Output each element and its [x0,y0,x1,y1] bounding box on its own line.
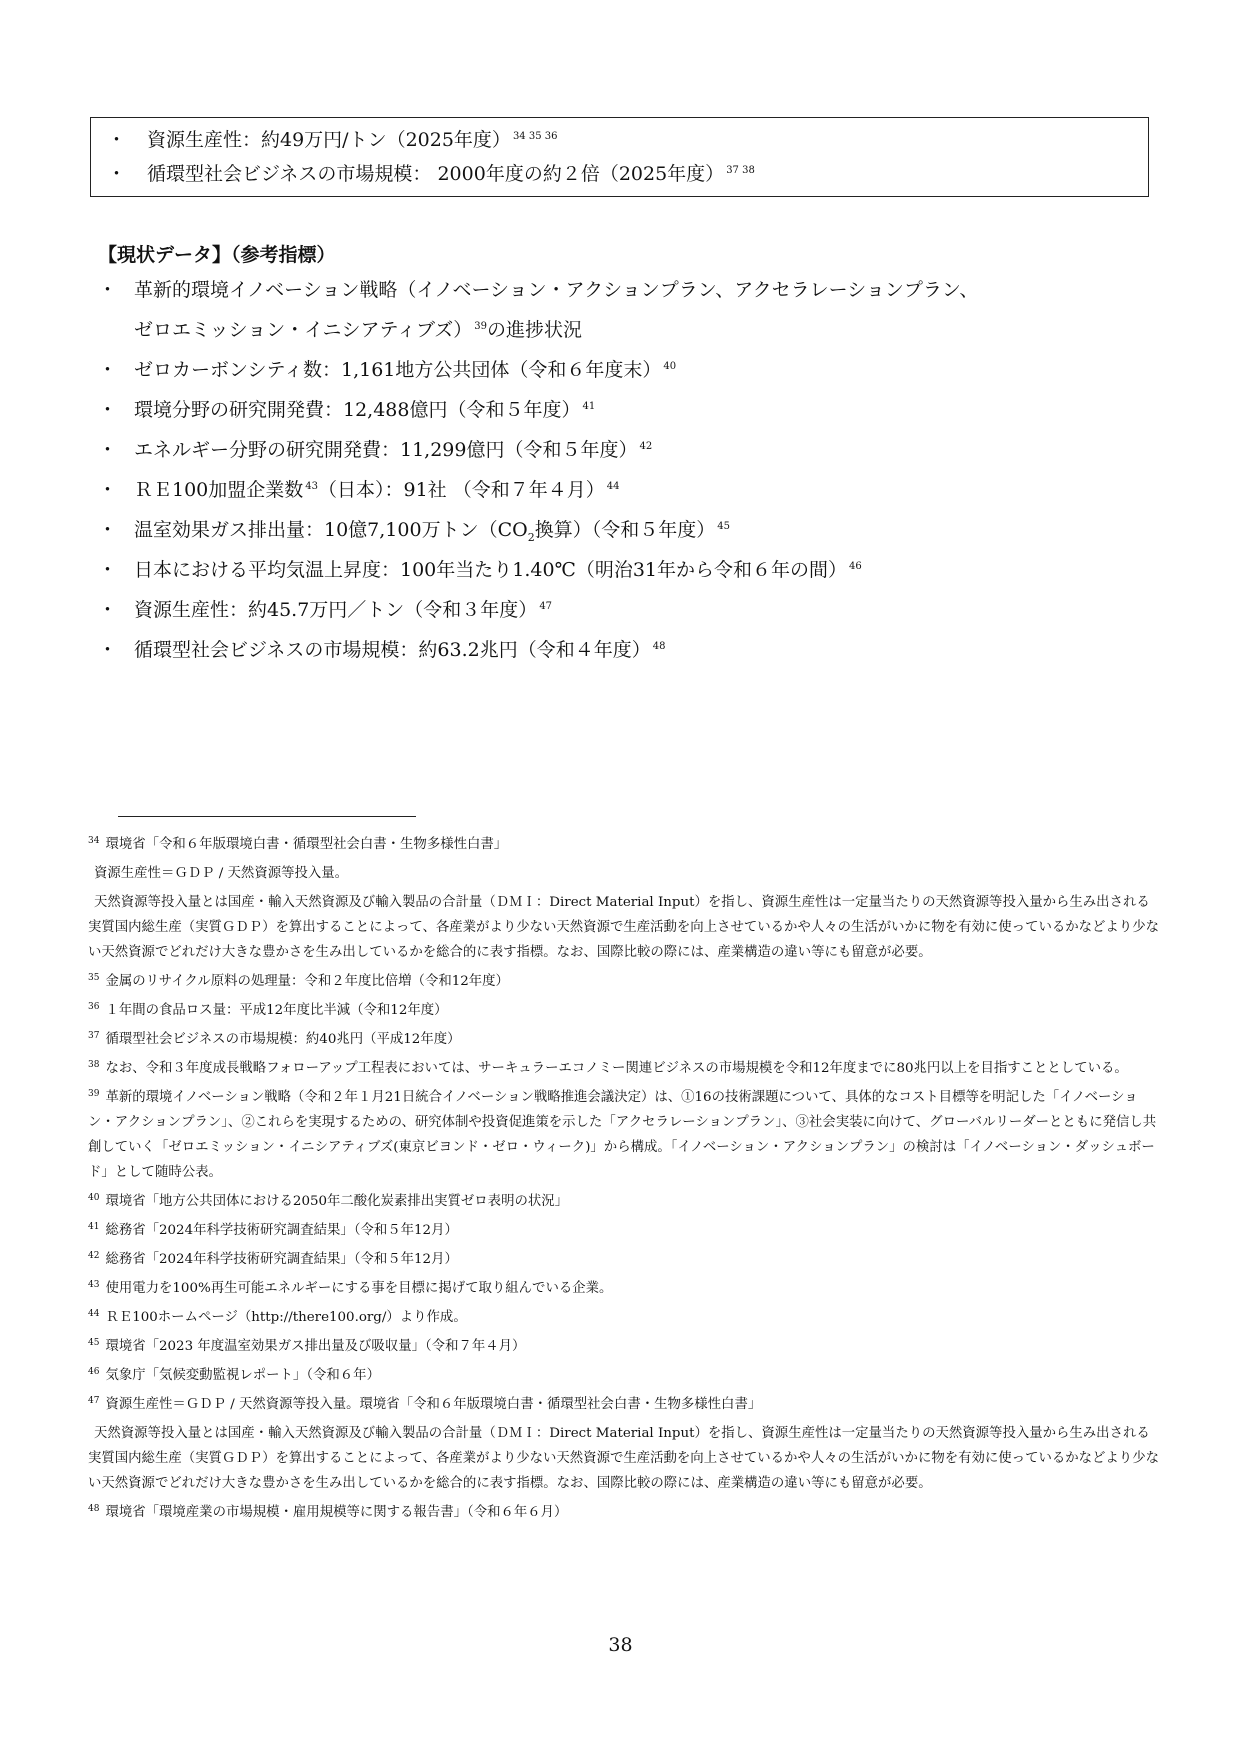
footnote-text: 天然資源等投入量とは国産・輸入天然資源及び輸入製品の合計量（ＤＭＩ：Direct Material Input）を指し、資源生産性は一定量当たりの天然資源等投入量から生み出される実質国内総生産（実質ＧＤＰ）を算出することによって、各産業がより少ない天然資源で生産活動を向上させているかや人々の生活がいかに物を有効に使っているかなどより少ない天然資源でどれだけ大きな豊かさを生み出しているかを総合的に表す指標。なお、国際比較の際には、産業構造の違い等にも留意が必要。 [88,895,1159,960]
footnote-text: 天然資源等投入量とは国産・輸入天然資源及び輸入製品の合計量（ＤＭＩ：Direct Material Input）を指し、資源生産性は一定量当たりの天然資源等投入量から生み出される実質国内総生産（実質ＧＤＰ）を算出することによって、各産業がより少ない天然資源で生産活動を向上させているかや人々の生活がいかに物を有効に使っているかなどより少ない天然資源でどれだけ大きな豊かさを生み出しているかを総合的に表す指標。なお、国際比較の際には、産業構造の違い等にも留意が必要。 [88,1426,1159,1491]
footnote-ref: 44 [606,480,620,492]
continuation-tail: の進捗状況 [486,319,582,341]
footnote-number: 45 [88,1337,100,1348]
continuation-text: ゼロエミッション・イニシアティブズ） [134,319,473,341]
footnote [88,1247,1160,1272]
footnote-text: 循環型社会ビジネスの市場規模：約40兆円（平成12年度） [105,1032,461,1047]
list-item-text: 日本における平均気温上昇度：100年当たり1.40℃（明治31年から令和６年の間） [134,559,848,581]
footnote-text: 資源生産性＝ＧＤＰ / 天然資源等投入量。 [94,866,349,881]
footnote-ref: 45 [717,520,730,532]
footnote-ref: 43 [305,480,318,492]
target-item-text: 循環型社会ビジネスの市場規模： 2000年度の約２倍（2025年度） [147,163,725,185]
footnote-number: 40 [88,1192,100,1203]
footnote-text: 環境省「環境産業の市場規模・雇用規模等に関する報告書」（令和６年６月） [105,1505,568,1520]
footnote-text: 金属のリサイクル原料の処理量：令和２年度比倍増（令和12年度） [105,974,509,989]
bullet: ・ [98,279,118,301]
target-item [107,128,557,152]
footnote-number: 38 [88,1059,100,1070]
footnote-ref: 41 [582,400,596,412]
footnote-text: 気象庁「気候変動監視レポート」（令和６年） [105,1368,380,1383]
target-indicator-box [90,117,1149,197]
footnote [88,1189,1160,1214]
list-item-text: 温室効果ガス排出量：10億7,100万トン（CO [134,519,528,541]
footnote-text: 環境省「2023 年度温室効果ガス排出量及び吸収量」（令和７年４月） [105,1339,526,1354]
target-item [107,162,755,186]
bullet: ・ [98,479,118,501]
section-heading: 【現状データ】（参考指標） [98,244,336,266]
footnote [88,861,1160,886]
subscript: 2 [527,530,535,544]
footnote [88,890,1160,965]
bullet: ・ [98,599,118,621]
list-item [98,398,1158,422]
list-item-tail: 換算）（令和５年度） [534,519,716,541]
bullet: ・ [107,129,127,151]
footnote [88,1500,1160,1525]
footnote-ref: 40 [663,360,677,372]
footnotes [88,832,1160,1529]
footnote [88,1056,1160,1081]
list-item-continuation [134,318,1158,342]
bullet: ・ [98,639,118,661]
footnote [88,1421,1160,1496]
bullet: ・ [98,359,118,381]
footnote-number: 35 [88,972,100,983]
footnote-number: 39 [88,1088,100,1099]
footnote-number: 36 [88,1001,100,1012]
footnote-number: 48 [88,1503,100,1514]
footnote [88,969,1160,994]
list-item-text: ＲＥ100加盟企業数 [134,479,304,501]
footnote-text: 総務省「2024年科学技術研究調査結果」（令和５年12月） [105,1223,458,1238]
footnote-ref: 46 [849,560,862,572]
list-item [98,558,1158,582]
footnote [88,1027,1160,1052]
footnote-text: 環境省「令和６年版環境白書・循環型社会白書・生物多様性白書」 [105,837,508,852]
footnote-number: 34 [88,835,100,846]
footnote [88,1392,1160,1417]
footnote-number: 47 [88,1395,100,1406]
footnote-text: 総務省「2024年科学技術研究調査結果」（令和５年12月） [105,1252,458,1267]
bullet: ・ [98,399,118,421]
footnote-ref: 48 [652,640,666,652]
footnote-text: 資源生産性＝ＧＤＰ / 天然資源等投入量。環境省「令和６年版環境白書・循環型社会白書・生物多様性白書」 [105,1397,762,1412]
footnote-text: １年間の食品ロス量：平成12年度比半減（令和12年度） [105,1003,448,1018]
footnote [88,1085,1160,1185]
footnote [88,1218,1160,1243]
list-item-text: ゼロカーボンシティ数：1,161地方公共団体（令和６年度末） [134,359,662,381]
list-item [98,638,1158,662]
footnote [88,998,1160,1023]
list-item [98,438,1158,462]
list-item [98,518,1158,542]
bullet: ・ [98,559,118,581]
footnote [88,1334,1160,1359]
footnote-number: 43 [88,1279,100,1290]
footnote-text: 革新的環境イノベーション戦略（令和２年１月21日統合イノベーション戦略推進会議決定）は、①16の技術課題について、具体的なコスト目標等を明記した「イノベーション・アクションプラン」、②これらを実現するための、研究体制や投資促進策を示した「アクセラレーションプラン」、③社会実装に向けて、グローバルリーダーとともに発信し共創していく「ゼロエミッション・イニシアティブズ(東京ビヨンド・ゼロ・ウィーク)」から構成。「イノベーション・アクションプラン」の検討は「イノベーション・ダッシュボード」として随時公表。 [88,1090,1157,1180]
footnote-text: ＲＥ100ホームページ（http://there100.org/）より作成。 [105,1310,467,1325]
footnote-number: 41 [88,1221,100,1232]
list-item-text: 環境分野の研究開発費：12,488億円（令和５年度） [134,399,581,421]
footnote-number: 42 [88,1250,100,1261]
list-item-text: 資源生産性：約45.7万円／トン（令和３年度） [134,599,538,621]
list-item-tail: （日本）：91社 （令和７年４月） [318,479,605,501]
footnote [88,1276,1160,1301]
footnote [88,1305,1160,1330]
current-data-list [98,278,1158,678]
footnote-number: 44 [88,1308,100,1319]
bullet: ・ [98,439,118,461]
footnote-divider [118,816,416,817]
list-item-text: 循環型社会ビジネスの市場規模：約63.2兆円（令和４年度） [134,639,651,661]
footnote [88,1363,1160,1388]
footnote-text: 環境省「地方公共団体における2050年二酸化炭素排出実質ゼロ表明の状況」 [105,1194,569,1209]
footnote-ref: 34 35 36 [512,130,558,142]
page-number: 38 [608,1634,633,1656]
footnote-ref: 47 [539,600,553,612]
footnote [88,832,1160,857]
list-item [98,598,1158,622]
footnote-ref: 42 [639,440,653,452]
list-item [98,278,1158,342]
list-item [98,358,1158,382]
list-item-text: エネルギー分野の研究開発費：11,299億円（令和５年度） [134,439,638,461]
footnote-number: 37 [88,1030,100,1041]
target-item-text: 資源生産性：約49万円/トン（2025年度） [147,129,511,151]
footnote-text: 使用電力を100%再生可能エネルギーにする事を目標に掲げて取り組んでいる企業。 [105,1281,613,1296]
list-item-text: 革新的環境イノベーション戦略（イノベーション・アクションプラン、アクセラレーションプラン、 [134,279,979,301]
footnote-ref: 39 [474,320,487,332]
footnote-text: なお、令和３年度成長戦略フォローアップ工程表においては、サーキュラーエコノミー関連ビジネスの市場規模を令和12年度までに80兆円以上を目指すこととしている。 [105,1061,1128,1076]
bullet: ・ [98,519,118,541]
footnote-ref: 37 38 [726,164,755,176]
footnote-number: 46 [88,1366,100,1377]
list-item [98,478,1158,502]
bullet: ・ [107,163,127,185]
